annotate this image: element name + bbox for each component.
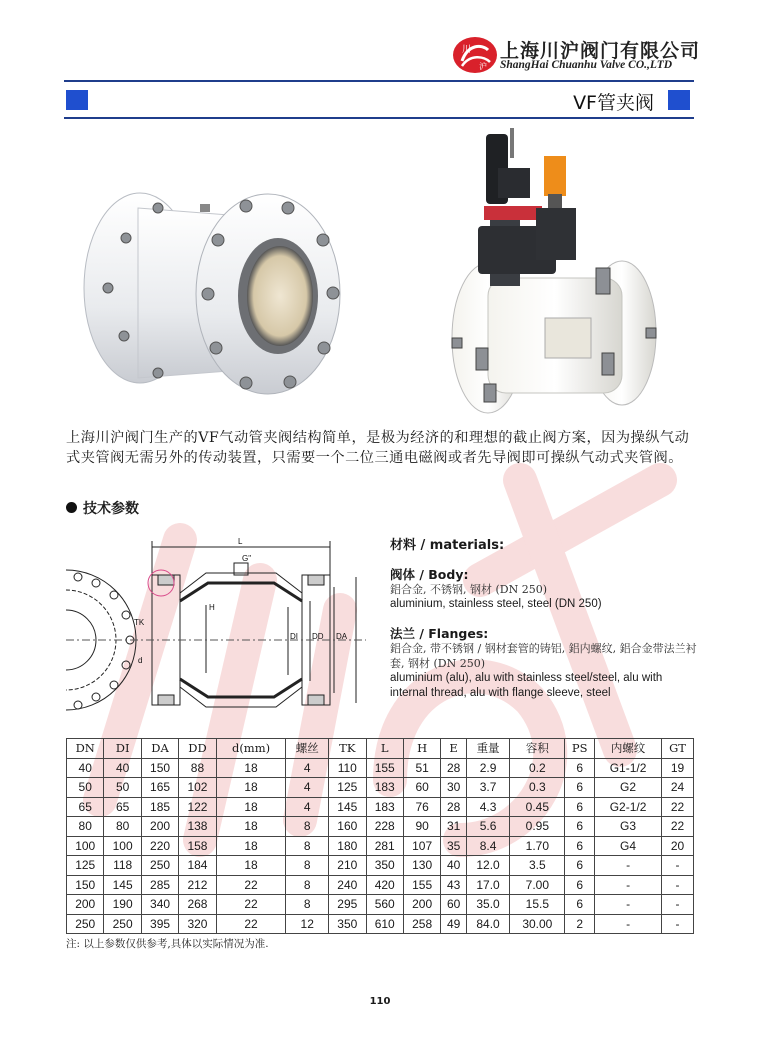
table-cell: 250 bbox=[67, 914, 104, 934]
table-cell: 138 bbox=[179, 817, 216, 837]
table-cell: 4 bbox=[286, 797, 329, 817]
brand-name-en: ShangHai Chuanhu Valve CO.,LTD bbox=[500, 59, 673, 71]
table-cell: 50 bbox=[67, 778, 104, 798]
table-cell: 145 bbox=[104, 875, 141, 895]
table-header-cell: 内螺纹 bbox=[595, 739, 662, 759]
table-cell: 18 bbox=[216, 758, 286, 778]
table-cell: 51 bbox=[403, 758, 440, 778]
table-cell: 258 bbox=[403, 914, 440, 934]
table-cell: 80 bbox=[104, 817, 141, 837]
table-cell: 102 bbox=[179, 778, 216, 798]
table-cell: 6 bbox=[565, 817, 595, 837]
table-cell: - bbox=[595, 895, 662, 915]
technical-drawing bbox=[66, 535, 366, 735]
table-cell: 6 bbox=[565, 875, 595, 895]
table-row bbox=[67, 797, 694, 817]
table-cell: 17.0 bbox=[466, 875, 509, 895]
bullet-icon bbox=[66, 502, 77, 513]
table-cell: 50 bbox=[104, 778, 141, 798]
table-cell: 250 bbox=[141, 856, 178, 876]
table-cell: 18 bbox=[216, 856, 286, 876]
table-row bbox=[67, 758, 694, 778]
table-cell: - bbox=[595, 914, 662, 934]
table-cell: 22 bbox=[662, 817, 694, 837]
table-cell: 22 bbox=[216, 895, 286, 915]
table-cell: 40 bbox=[104, 758, 141, 778]
table-cell: 6 bbox=[565, 895, 595, 915]
table-cell: 8.4 bbox=[466, 836, 509, 856]
dim-label-L: L bbox=[238, 537, 243, 546]
table-header-cell: TK bbox=[329, 739, 366, 759]
table-cell: 0.45 bbox=[510, 797, 565, 817]
table-header-cell: DD bbox=[179, 739, 216, 759]
table-cell: 7.00 bbox=[510, 875, 565, 895]
table-row bbox=[67, 895, 694, 915]
table-cell: 22 bbox=[662, 797, 694, 817]
table-cell: 18 bbox=[216, 817, 286, 837]
table-cell: 80 bbox=[67, 817, 104, 837]
table-cell: 35.0 bbox=[466, 895, 509, 915]
table-cell: 65 bbox=[104, 797, 141, 817]
table-cell: 125 bbox=[67, 856, 104, 876]
table-cell: 107 bbox=[403, 836, 440, 856]
table-cell: 3.5 bbox=[510, 856, 565, 876]
table-cell: 4.3 bbox=[466, 797, 509, 817]
table-cell: 22 bbox=[216, 875, 286, 895]
table-header-row bbox=[67, 739, 694, 759]
table-cell: - bbox=[662, 875, 694, 895]
table-cell: 60 bbox=[441, 895, 467, 915]
table-header-cell: GT bbox=[662, 739, 694, 759]
table-cell: 2.9 bbox=[466, 758, 509, 778]
table-cell: 340 bbox=[141, 895, 178, 915]
table-cell: 40 bbox=[441, 856, 467, 876]
table-cell: 150 bbox=[141, 758, 178, 778]
table-cell: 350 bbox=[366, 856, 403, 876]
table-cell: 220 bbox=[141, 836, 178, 856]
table-cell: 8 bbox=[286, 836, 329, 856]
table-row bbox=[67, 778, 694, 798]
table-cell: - bbox=[595, 875, 662, 895]
table-cell: 40 bbox=[67, 758, 104, 778]
table-cell: 88 bbox=[179, 758, 216, 778]
header-rule-bottom bbox=[64, 117, 694, 119]
table-cell: 0.95 bbox=[510, 817, 565, 837]
table-cell: 6 bbox=[565, 836, 595, 856]
materials-panel bbox=[390, 538, 700, 709]
table-cell: 145 bbox=[329, 797, 366, 817]
body-materials-cn: 鋁合金, 不锈钢, 钢材 (DN 250) bbox=[390, 583, 548, 596]
table-header-cell: DI bbox=[104, 739, 141, 759]
table-cell: 6 bbox=[565, 797, 595, 817]
pinch-valve-with-solenoid-photo bbox=[450, 128, 660, 418]
title-marker-right bbox=[668, 90, 690, 110]
flanges-materials-cn: 鋁合金, 带不锈钢 / 钢材套管的铸铝, 鋁内螺纹, 鋁合金带法兰衬套, 钢材 (DN 250) bbox=[390, 642, 697, 670]
table-cell: 110 bbox=[329, 758, 366, 778]
materials-heading: 材料 / materials: bbox=[390, 538, 505, 553]
flanges-heading: 法兰 / Flanges: bbox=[390, 626, 489, 641]
flanges-materials-en: aluminium (alu), alu with stainless steel/steel, alu with internal thread, alu with flange sleeve, steel bbox=[390, 672, 663, 699]
table-cell: 250 bbox=[104, 914, 141, 934]
table-header-cell: E bbox=[441, 739, 467, 759]
table-cell: 2 bbox=[565, 914, 595, 934]
table-cell: G1-1/2 bbox=[595, 758, 662, 778]
table-cell: 76 bbox=[403, 797, 440, 817]
table-cell: 60 bbox=[403, 778, 440, 798]
table-cell: 420 bbox=[366, 875, 403, 895]
header-rule-top bbox=[64, 80, 694, 82]
table-cell: 18 bbox=[216, 778, 286, 798]
table-cell: 24 bbox=[662, 778, 694, 798]
table-cell: 90 bbox=[403, 817, 440, 837]
table-cell: 200 bbox=[141, 817, 178, 837]
table-cell: 200 bbox=[403, 895, 440, 915]
table-cell: 281 bbox=[366, 836, 403, 856]
table-cell: 610 bbox=[366, 914, 403, 934]
table-cell: 5.6 bbox=[466, 817, 509, 837]
table-header-cell: PS bbox=[565, 739, 595, 759]
table-cell: 18 bbox=[216, 797, 286, 817]
table-cell: 190 bbox=[104, 895, 141, 915]
spec-table bbox=[66, 738, 694, 934]
dim-label-H: H bbox=[209, 603, 215, 612]
table-cell: 268 bbox=[179, 895, 216, 915]
table-cell: G2-1/2 bbox=[595, 797, 662, 817]
table-cell: 100 bbox=[104, 836, 141, 856]
table-cell: 12.0 bbox=[466, 856, 509, 876]
table-cell: 30.00 bbox=[510, 914, 565, 934]
logo-text: 川 bbox=[462, 45, 472, 55]
table-row bbox=[67, 836, 694, 856]
table-header-cell: d(mm) bbox=[216, 739, 286, 759]
table-cell: 0.2 bbox=[510, 758, 565, 778]
table-cell: 184 bbox=[179, 856, 216, 876]
table-cell: 160 bbox=[329, 817, 366, 837]
body-materials-en: aluminium, stainless steel, steel (DN 250) bbox=[390, 598, 602, 610]
table-cell: 320 bbox=[179, 914, 216, 934]
table-cell: 350 bbox=[329, 914, 366, 934]
table-cell: 0.3 bbox=[510, 778, 565, 798]
table-row bbox=[67, 817, 694, 837]
table-cell: 155 bbox=[366, 758, 403, 778]
dim-label-DA: DA bbox=[336, 632, 348, 641]
table-cell: 130 bbox=[403, 856, 440, 876]
dim-label-DI: DI bbox=[290, 632, 298, 641]
table-cell: 395 bbox=[141, 914, 178, 934]
table-cell: 4 bbox=[286, 758, 329, 778]
table-cell: 125 bbox=[329, 778, 366, 798]
table-cell: 100 bbox=[67, 836, 104, 856]
dim-label-DD: DD bbox=[312, 632, 324, 641]
table-cell: G4 bbox=[595, 836, 662, 856]
table-cell: 212 bbox=[179, 875, 216, 895]
table-cell: G2 bbox=[595, 778, 662, 798]
table-cell: 6 bbox=[565, 778, 595, 798]
table-cell: 155 bbox=[403, 875, 440, 895]
table-cell: 3.7 bbox=[466, 778, 509, 798]
table-header-cell: 重量 bbox=[466, 739, 509, 759]
table-header-cell: DN bbox=[67, 739, 104, 759]
table-cell: 65 bbox=[67, 797, 104, 817]
section-heading: 技术参数 bbox=[66, 498, 139, 518]
table-cell: 8 bbox=[286, 875, 329, 895]
title-marker-left bbox=[66, 90, 88, 110]
page-number: 110 bbox=[369, 996, 391, 1007]
table-cell: 295 bbox=[329, 895, 366, 915]
table-cell: 8 bbox=[286, 895, 329, 915]
table-row bbox=[67, 875, 694, 895]
table-cell: 210 bbox=[329, 856, 366, 876]
product-description: 上海川沪阀门生产的VF气动管夹阀结构简单，是极为经济的和理想的截止阀方案，因为操纵气动式夹管阀无需另外的传动装置，只需要一个二位三通电磁阀或者先导阀即可操纵气动式夹管阀。 bbox=[66, 430, 690, 466]
table-cell: 6 bbox=[565, 758, 595, 778]
pinch-valve-photo bbox=[78, 178, 348, 403]
table-cell: 49 bbox=[441, 914, 467, 934]
table-cell: 200 bbox=[67, 895, 104, 915]
table-cell: - bbox=[662, 914, 694, 934]
body-heading: 阀体 / Body: bbox=[390, 567, 469, 582]
table-cell: 6 bbox=[565, 856, 595, 876]
table-cell: - bbox=[595, 856, 662, 876]
table-cell: 18 bbox=[216, 836, 286, 856]
table-cell: - bbox=[662, 895, 694, 915]
table-cell: 30 bbox=[441, 778, 467, 798]
table-cell: 240 bbox=[329, 875, 366, 895]
table-cell: 84.0 bbox=[466, 914, 509, 934]
table-cell: 31 bbox=[441, 817, 467, 837]
table-cell: 8 bbox=[286, 856, 329, 876]
table-cell: 43 bbox=[441, 875, 467, 895]
table-cell: 4 bbox=[286, 778, 329, 798]
table-note: 注: 以上参数仅供参考,具体以实际情况为准. bbox=[66, 938, 269, 950]
table-cell: 183 bbox=[366, 797, 403, 817]
table-cell: 285 bbox=[141, 875, 178, 895]
table-cell: 8 bbox=[286, 817, 329, 837]
dim-label-TK: TK bbox=[134, 618, 145, 627]
table-cell: 560 bbox=[366, 895, 403, 915]
table-cell: 20 bbox=[662, 836, 694, 856]
table-cell: 35 bbox=[441, 836, 467, 856]
table-cell: 183 bbox=[366, 778, 403, 798]
table-header-cell: DA bbox=[141, 739, 178, 759]
table-cell: 28 bbox=[441, 797, 467, 817]
table-cell: 15.5 bbox=[510, 895, 565, 915]
table-header-cell: H bbox=[403, 739, 440, 759]
dim-label-d: d bbox=[138, 656, 143, 665]
table-cell: 22 bbox=[216, 914, 286, 934]
brand-name-cn: 上海川沪阀门有限公司 bbox=[500, 40, 701, 62]
table-cell: 122 bbox=[179, 797, 216, 817]
table-cell: 12 bbox=[286, 914, 329, 934]
table-cell: 165 bbox=[141, 778, 178, 798]
table-cell: 19 bbox=[662, 758, 694, 778]
table-cell: G3 bbox=[595, 817, 662, 837]
table-header-cell: 容积 bbox=[510, 739, 565, 759]
company-logo-icon bbox=[452, 36, 498, 74]
table-header-cell: L bbox=[366, 739, 403, 759]
table-cell: 228 bbox=[366, 817, 403, 837]
table-cell: 158 bbox=[179, 836, 216, 856]
table-cell: 180 bbox=[329, 836, 366, 856]
table-cell: 150 bbox=[67, 875, 104, 895]
page-title: VF管夹阀 bbox=[573, 92, 654, 114]
table-cell: - bbox=[662, 856, 694, 876]
table-cell: 1.70 bbox=[510, 836, 565, 856]
table-cell: 185 bbox=[141, 797, 178, 817]
table-row bbox=[67, 914, 694, 934]
svg-text:沪: 沪 bbox=[479, 62, 487, 71]
table-cell: 28 bbox=[441, 758, 467, 778]
table-cell: 118 bbox=[104, 856, 141, 876]
table-header-cell: 螺丝 bbox=[286, 739, 329, 759]
dim-label-G: G" bbox=[242, 554, 252, 563]
table-row bbox=[67, 856, 694, 876]
